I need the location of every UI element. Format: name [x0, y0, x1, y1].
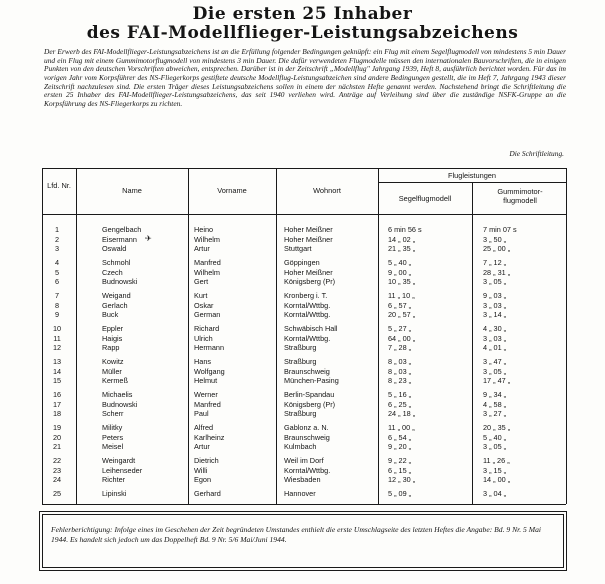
- row-wohnort: Gablonz a. N.: [284, 423, 329, 433]
- row-nr: 10: [52, 324, 62, 334]
- row-segelflug: 8 „ 23 „: [388, 376, 412, 386]
- row-nr: 4: [54, 258, 60, 268]
- row-vorname: Artur: [194, 244, 210, 254]
- row-vorname: Helmut: [194, 376, 218, 386]
- row-nr: 11: [53, 333, 61, 343]
- plane-icon: ✈: [145, 233, 152, 243]
- header-nr: Lfd. Nr.: [47, 181, 71, 190]
- row-segelflug: 10 „ 35 „: [388, 277, 416, 287]
- row-gummimotor: 3 „ 05 „: [483, 277, 507, 287]
- row-name: Eisermann: [102, 234, 137, 244]
- row-segelflug: 5 „ 09 „: [388, 489, 412, 499]
- row-segelflug: 64 „ 00 „: [388, 333, 416, 343]
- row-vorname: Manfred: [194, 258, 221, 268]
- row-segelflug: 6 „ 57 „: [388, 300, 412, 310]
- row-nr: 6: [54, 277, 60, 287]
- row-wohnort: Kulmbach: [284, 442, 317, 452]
- row-vorname: Manfred: [194, 399, 221, 409]
- row-wohnort: Korntal/Wttbg.: [284, 333, 331, 343]
- row-wohnort: Hoher Meißner: [284, 225, 333, 234]
- row-wohnort: Göppingen: [284, 258, 320, 268]
- row-segelflug: 6 min 56 s: [388, 225, 422, 234]
- row-gummimotor: 7 „ 12 „: [483, 258, 507, 268]
- intro-paragraph: Der Erwerb des FAI-Modellflieger-Leistungsabzeichens ist an die Erfüllung folgender Bedingungen geknüpft: ein Flug mit einem Segelflugmodell von mindestens 5 min Dauer und ein Flug mit einem Gummimotorflugmodell von mindestens 3 min Dauer. Die dafür verwendeten Flugmodelle müssen den internationalen Bauvorschriften, die in einigen Punkten von den deutschen Vorschriften abweichen, entsprechen. Darüber ist in der Zeitschrift „Modellflug" Jahrgang 1939, Heft 8, ausführlich berichtet worden. Für das im vorigen Jahr vom Korpsführer des NS-Fliegerkorps gestiftete deutsche Modellflug-Leistungsabzeichen sind andere Bedingungen gestellt, die im Heft 7, Jahrgang 1943 dieser Zeitschrift nachzulesen sind. Die ersten Träger dieses Leistungsabzeichens sollen in einem der nächsten Hefte genannt werden. Nachstehend bringt die Schriftleitung die ersten 25 Inhaber des FAI-Modellflieger-Leistungsabzeichens, das seit 1940 verliehen wird. Anträge auf Verleihung sind über die zuständige NSFK-Gruppe an die Korpsführung des NS-Fliegerkorps zu richten.: [44, 47, 566, 108]
- row-vorname: Wilhelm: [194, 234, 220, 244]
- row-nr: 19: [52, 423, 62, 433]
- row-nr: 14: [52, 366, 62, 376]
- row-gummimotor: 4 „ 01 „: [483, 343, 507, 353]
- row-segelflug: 8 „ 03 „: [388, 357, 412, 367]
- row-gummimotor: 5 „ 40 „: [483, 432, 507, 442]
- row-nr: 5: [54, 267, 60, 277]
- row-vorname: Dietrich: [194, 456, 219, 466]
- row-name: Lipinski: [102, 489, 127, 499]
- row-gummimotor: 3 „ 05 „: [483, 366, 507, 376]
- row-nr: 25: [52, 489, 62, 499]
- row-gummimotor: 4 „ 58 „: [483, 399, 507, 409]
- header-flugleistungen: Flugleistungen: [447, 171, 497, 180]
- row-wohnort: Braunschweig: [284, 366, 330, 376]
- row-gummimotor: 4 „ 30 „: [483, 324, 507, 334]
- row-gummimotor: 25 „ 00 „: [483, 244, 511, 254]
- row-name: Schmohl: [102, 258, 131, 268]
- row-vorname: Hermann: [194, 343, 225, 353]
- row-wohnort: Königsberg (Pr): [284, 277, 336, 287]
- row-nr: 22: [52, 456, 62, 466]
- row-name: Meisel: [102, 442, 124, 452]
- row-vorname: Willi: [194, 465, 208, 475]
- row-segelflug: 14 „ 02 „: [388, 234, 416, 244]
- row-vorname: Richard: [194, 324, 220, 334]
- row-nr: 2: [54, 234, 60, 244]
- row-name: Gengelbach: [102, 225, 142, 234]
- header-wohnort: Wohnort: [313, 186, 341, 195]
- row-name: Rapp: [102, 343, 120, 353]
- row-vorname: Gert: [194, 277, 209, 287]
- row-name: Militky: [102, 423, 123, 433]
- row-name: Budnowski: [102, 399, 138, 409]
- row-name: Kermeß: [102, 376, 128, 386]
- row-name: Richter: [102, 475, 126, 485]
- title-line-1: Die ersten 25 Inhaber: [192, 4, 413, 24]
- row-gummimotor: 17 „ 47 „: [483, 376, 511, 386]
- row-wohnort: Braunschweig: [284, 432, 330, 442]
- row-segelflug: 9 „ 00 „: [388, 267, 412, 277]
- row-name: Weigand: [102, 291, 131, 301]
- row-wohnort: Weil im Dorf: [284, 456, 324, 466]
- row-vorname: Paul: [194, 409, 209, 419]
- row-name: Weingardt: [102, 456, 136, 466]
- row-gummimotor: 7 min 07 s: [483, 225, 517, 234]
- row-wohnort: Kronberg i. T.: [284, 291, 328, 301]
- row-wohnort: Stuttgart: [284, 244, 312, 254]
- header-name: Name: [122, 186, 142, 195]
- row-gummimotor: 3 „ 15 „: [483, 465, 507, 475]
- row-wohnort: Straßburg: [284, 409, 317, 419]
- row-gummimotor: 3 „ 03 „: [483, 333, 507, 343]
- row-nr: 20: [52, 432, 62, 442]
- row-gummimotor: 14 „ 00 „: [483, 475, 511, 485]
- row-segelflug: 9 „ 22 „: [388, 456, 412, 466]
- row-vorname: Heino: [194, 225, 214, 234]
- row-segelflug: 12 „ 30 „: [388, 475, 416, 485]
- row-name: Peters: [102, 432, 124, 442]
- row-name: Czech: [102, 267, 123, 277]
- row-vorname: Artur: [194, 442, 210, 452]
- row-vorname: Gerhard: [194, 489, 221, 499]
- row-wohnort: Wiesbaden: [284, 475, 321, 485]
- row-vorname: Alfred: [194, 423, 214, 433]
- row-wohnort: Hannover: [284, 489, 316, 499]
- row-name: Scherr: [102, 409, 124, 419]
- row-vorname: Karlheinz: [194, 432, 225, 442]
- row-wohnort: Schwäbisch Hall: [284, 324, 338, 334]
- row-name: Oswald: [102, 244, 127, 254]
- row-name: Budnowski: [102, 277, 138, 287]
- row-segelflug: 20 „ 57 „: [388, 310, 416, 320]
- row-gummimotor: 3 „ 27 „: [483, 409, 507, 419]
- row-gummimotor: 28 „ 31 „: [483, 267, 511, 277]
- row-nr: 24: [52, 475, 62, 485]
- row-nr: 21: [52, 442, 62, 452]
- row-vorname: German: [194, 310, 221, 320]
- row-gummimotor: 3 „ 14 „: [483, 310, 507, 320]
- row-wohnort: Hoher Meißner: [284, 267, 333, 277]
- row-vorname: Wilhelm: [194, 267, 220, 277]
- row-wohnort: Königsberg (Pr): [284, 399, 336, 409]
- header-vorname: Vorname: [217, 186, 247, 195]
- row-vorname: Ulrich: [194, 333, 213, 343]
- row-name: Kowitz: [102, 357, 124, 367]
- row-nr: 8: [54, 300, 60, 310]
- row-gummimotor: 3 „ 03 „: [483, 300, 507, 310]
- row-nr: 17: [52, 399, 62, 409]
- row-nr: 15: [52, 376, 62, 386]
- row-gummimotor: 9 „ 34 „: [483, 390, 507, 400]
- row-vorname: Hans: [194, 357, 212, 367]
- row-nr: 9: [54, 310, 60, 320]
- row-wohnort: Korntal/Wttbg.: [284, 300, 331, 310]
- row-segelflug: 21 „ 35 „: [388, 244, 416, 254]
- row-segelflug: 5 „ 16 „: [388, 390, 412, 400]
- row-nr: 3: [54, 244, 60, 254]
- row-wohnort: Korntal/Wttbg.: [284, 465, 331, 475]
- row-nr: 1: [54, 225, 60, 234]
- signature: Die Schriftleitung.: [509, 149, 564, 158]
- header-segelflugmodell: Segelflugmodell: [398, 194, 452, 203]
- row-segelflug: 6 „ 54 „: [388, 432, 412, 442]
- row-wohnort: Hoher Meißner: [284, 234, 333, 244]
- row-segelflug: 5 „ 27 „: [388, 324, 412, 334]
- erratum-box: [42, 514, 564, 568]
- row-vorname: Egon: [194, 475, 212, 485]
- row-nr: 16: [52, 390, 62, 400]
- row-nr: 7: [54, 291, 60, 301]
- row-gummimotor: 9 „ 03 „: [483, 291, 507, 301]
- title-line-2: des FAI-Modellflieger-Leistungsabzeichens: [86, 23, 519, 43]
- row-segelflug: 24 „ 18 „: [388, 409, 416, 419]
- row-gummimotor: 3 „ 50 „: [483, 234, 507, 244]
- row-wohnort: Straßburg: [284, 357, 317, 367]
- row-vorname: Kurt: [194, 291, 208, 301]
- row-name: Gerlach: [102, 300, 128, 310]
- row-wohnort: Berlin-Spandau: [284, 390, 335, 400]
- row-wohnort: Straßburg: [284, 343, 317, 353]
- header-gummimotorflugmodell: Gummimotor-flugmodell: [497, 187, 543, 205]
- row-gummimotor: 3 „ 04 „: [483, 489, 507, 499]
- row-gummimotor: 11 „ 26 „: [483, 456, 510, 466]
- row-vorname: Werner: [194, 390, 218, 400]
- row-segelflug: 11 „ 00 „: [388, 423, 415, 433]
- row-segelflug: 11 „ 10 „: [388, 291, 415, 301]
- row-nr: 12: [52, 343, 62, 353]
- row-segelflug: 9 „ 20 „: [388, 442, 412, 452]
- row-name: Buck: [102, 310, 119, 320]
- row-wohnort: München-Pasing: [284, 376, 339, 386]
- row-nr: 23: [52, 465, 62, 475]
- row-name: Leihenseder: [102, 465, 143, 475]
- row-vorname: Oskar: [194, 300, 214, 310]
- row-vorname: Wolfgang: [194, 366, 225, 376]
- erratum-text: Fehlerberichtigung: Infolge eines im Geschehen der Zeit begründeten Umstandes enthielt die erste Umschlagseite des letzten Heftes die Angabe: Bd. 9 Nr. 5 Mai 1944. Es handelt sich jedoch um das Doppelheft Bd. 9 Nr. 5/6 Mai/Juni 1944.: [51, 525, 541, 544]
- row-segelflug: 7 „ 28 „: [388, 343, 412, 353]
- row-segelflug: 6 „ 25 „: [388, 399, 412, 409]
- row-gummimotor: 3 „ 05 „: [483, 442, 507, 452]
- row-name: Eppler: [102, 324, 124, 334]
- row-name: Müller: [102, 366, 122, 376]
- row-wohnort: Korntal/Wttbg.: [284, 310, 331, 320]
- row-segelflug: 8 „ 03 „: [388, 366, 412, 376]
- row-name: Michaelis: [102, 390, 133, 400]
- row-segelflug: 5 „ 40 „: [388, 258, 412, 268]
- row-gummimotor: 20 „ 35 „: [483, 423, 511, 433]
- row-gummimotor: 3 „ 47 „: [483, 357, 507, 367]
- row-nr: 18: [52, 409, 62, 419]
- row-nr: 13: [52, 357, 62, 367]
- row-segelflug: 6 „ 15 „: [388, 465, 412, 475]
- holders-table: [42, 168, 566, 504]
- row-name: Haigis: [102, 333, 123, 343]
